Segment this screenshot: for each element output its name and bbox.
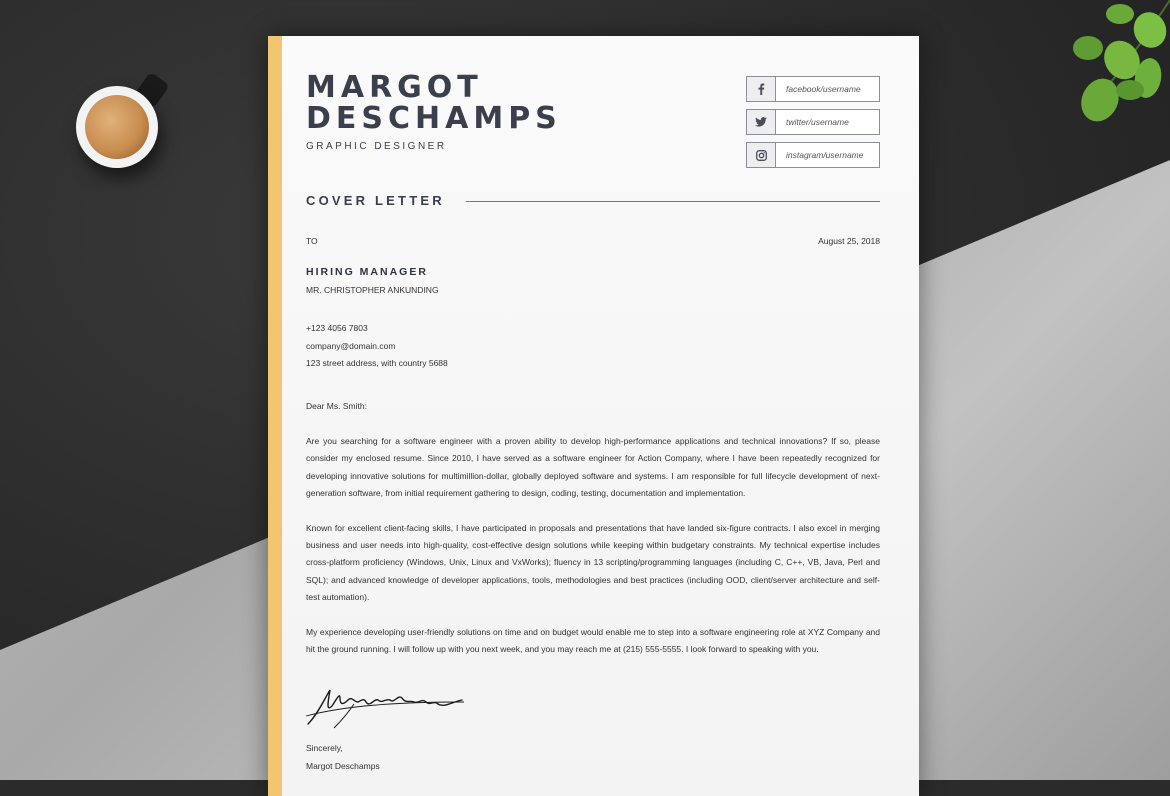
- social-instagram: [746, 142, 880, 168]
- signer-name: Margot Deschamps: [306, 760, 380, 771]
- to-label: TO: [306, 236, 318, 246]
- facebook-icon: [747, 77, 776, 101]
- recipient-contact: [306, 320, 448, 373]
- instagram-icon: [747, 143, 776, 167]
- letter-body: [306, 433, 880, 675]
- resume-sheet: [268, 36, 919, 796]
- social-handle: facebook/username: [786, 84, 861, 94]
- closing-salutation: Sincerely,: [306, 743, 343, 753]
- recipient-title: HIRING MANAGER: [306, 266, 428, 278]
- letter-greeting: Dear Ms. Smith:: [306, 401, 367, 411]
- section-divider: [466, 201, 880, 202]
- social-links: [746, 76, 880, 175]
- recipient-name: MR. CHRISTOPHER ANKUNDING: [306, 285, 439, 295]
- recipient-address: 123 street address, with country 5688: [306, 358, 448, 368]
- first-name: MARGOT: [306, 70, 483, 105]
- letter-paragraph: Are you searching for a software engineer with a proven ability to develop high-performance applications and technical innovations? If so, please consider my enclosed resume. Since 2010, I have served as a software engineer for Action Company, where I have been repeatedly recognized for developing innovative solutions for multimillion-dollar, globally deployed software and systems. I am responsible for full lifecycle development of next-generation software, from initial requirement gathering to design, coding, testing, documentation and implementation.: [306, 436, 880, 499]
- twitter-icon: [747, 110, 776, 134]
- job-title: GRAPHIC DESIGNER: [306, 141, 447, 152]
- section-title: COVER LETTER: [306, 193, 445, 208]
- plant-leaves: [1030, 0, 1170, 130]
- handwritten-signature: [304, 684, 474, 730]
- social-handle: instagram/username: [786, 150, 864, 160]
- accent-strip: [268, 36, 282, 796]
- social-handle: twitter/username: [786, 117, 849, 127]
- last-name: DESCHAMPS: [306, 101, 562, 136]
- letter-paragraph: Known for excellent client-facing skills, I have participated in proposals and presentations that have landed six-figure contracts. I also excel in merging business and user needs into high-quality, cost-effective design solutions while keeping within budgetary constraints. My technical expertise includes cross-platform proficiency (Windows, Unix, Linux and VxWorks); fluency in 13 scripting/programming languages (including C, C++, VB, Java, Perl and SQL); and advanced knowledge of developer applications, tools, methodologies and best practices (including OOD, client/server architecture and self-test automation).: [306, 522, 880, 603]
- coffee-mug: [76, 86, 158, 168]
- social-facebook: [746, 76, 880, 102]
- letter-closing: [306, 740, 380, 775]
- recipient-phone: +123 4056 7803: [306, 323, 368, 333]
- candidate-name: [306, 72, 562, 134]
- letter-date: August 25, 2018: [818, 236, 880, 246]
- social-twitter: [746, 109, 880, 135]
- recipient-email: company@domain.com: [306, 340, 396, 351]
- letter-paragraph: My experience developing user-friendly solutions on time and on budget would enable me to step into a software engineering role at XYZ Company and hit the ground running. I will follow up with you next week, and you may reach me at (215) 555-5555. I look forward to speaking with you.: [306, 626, 880, 655]
